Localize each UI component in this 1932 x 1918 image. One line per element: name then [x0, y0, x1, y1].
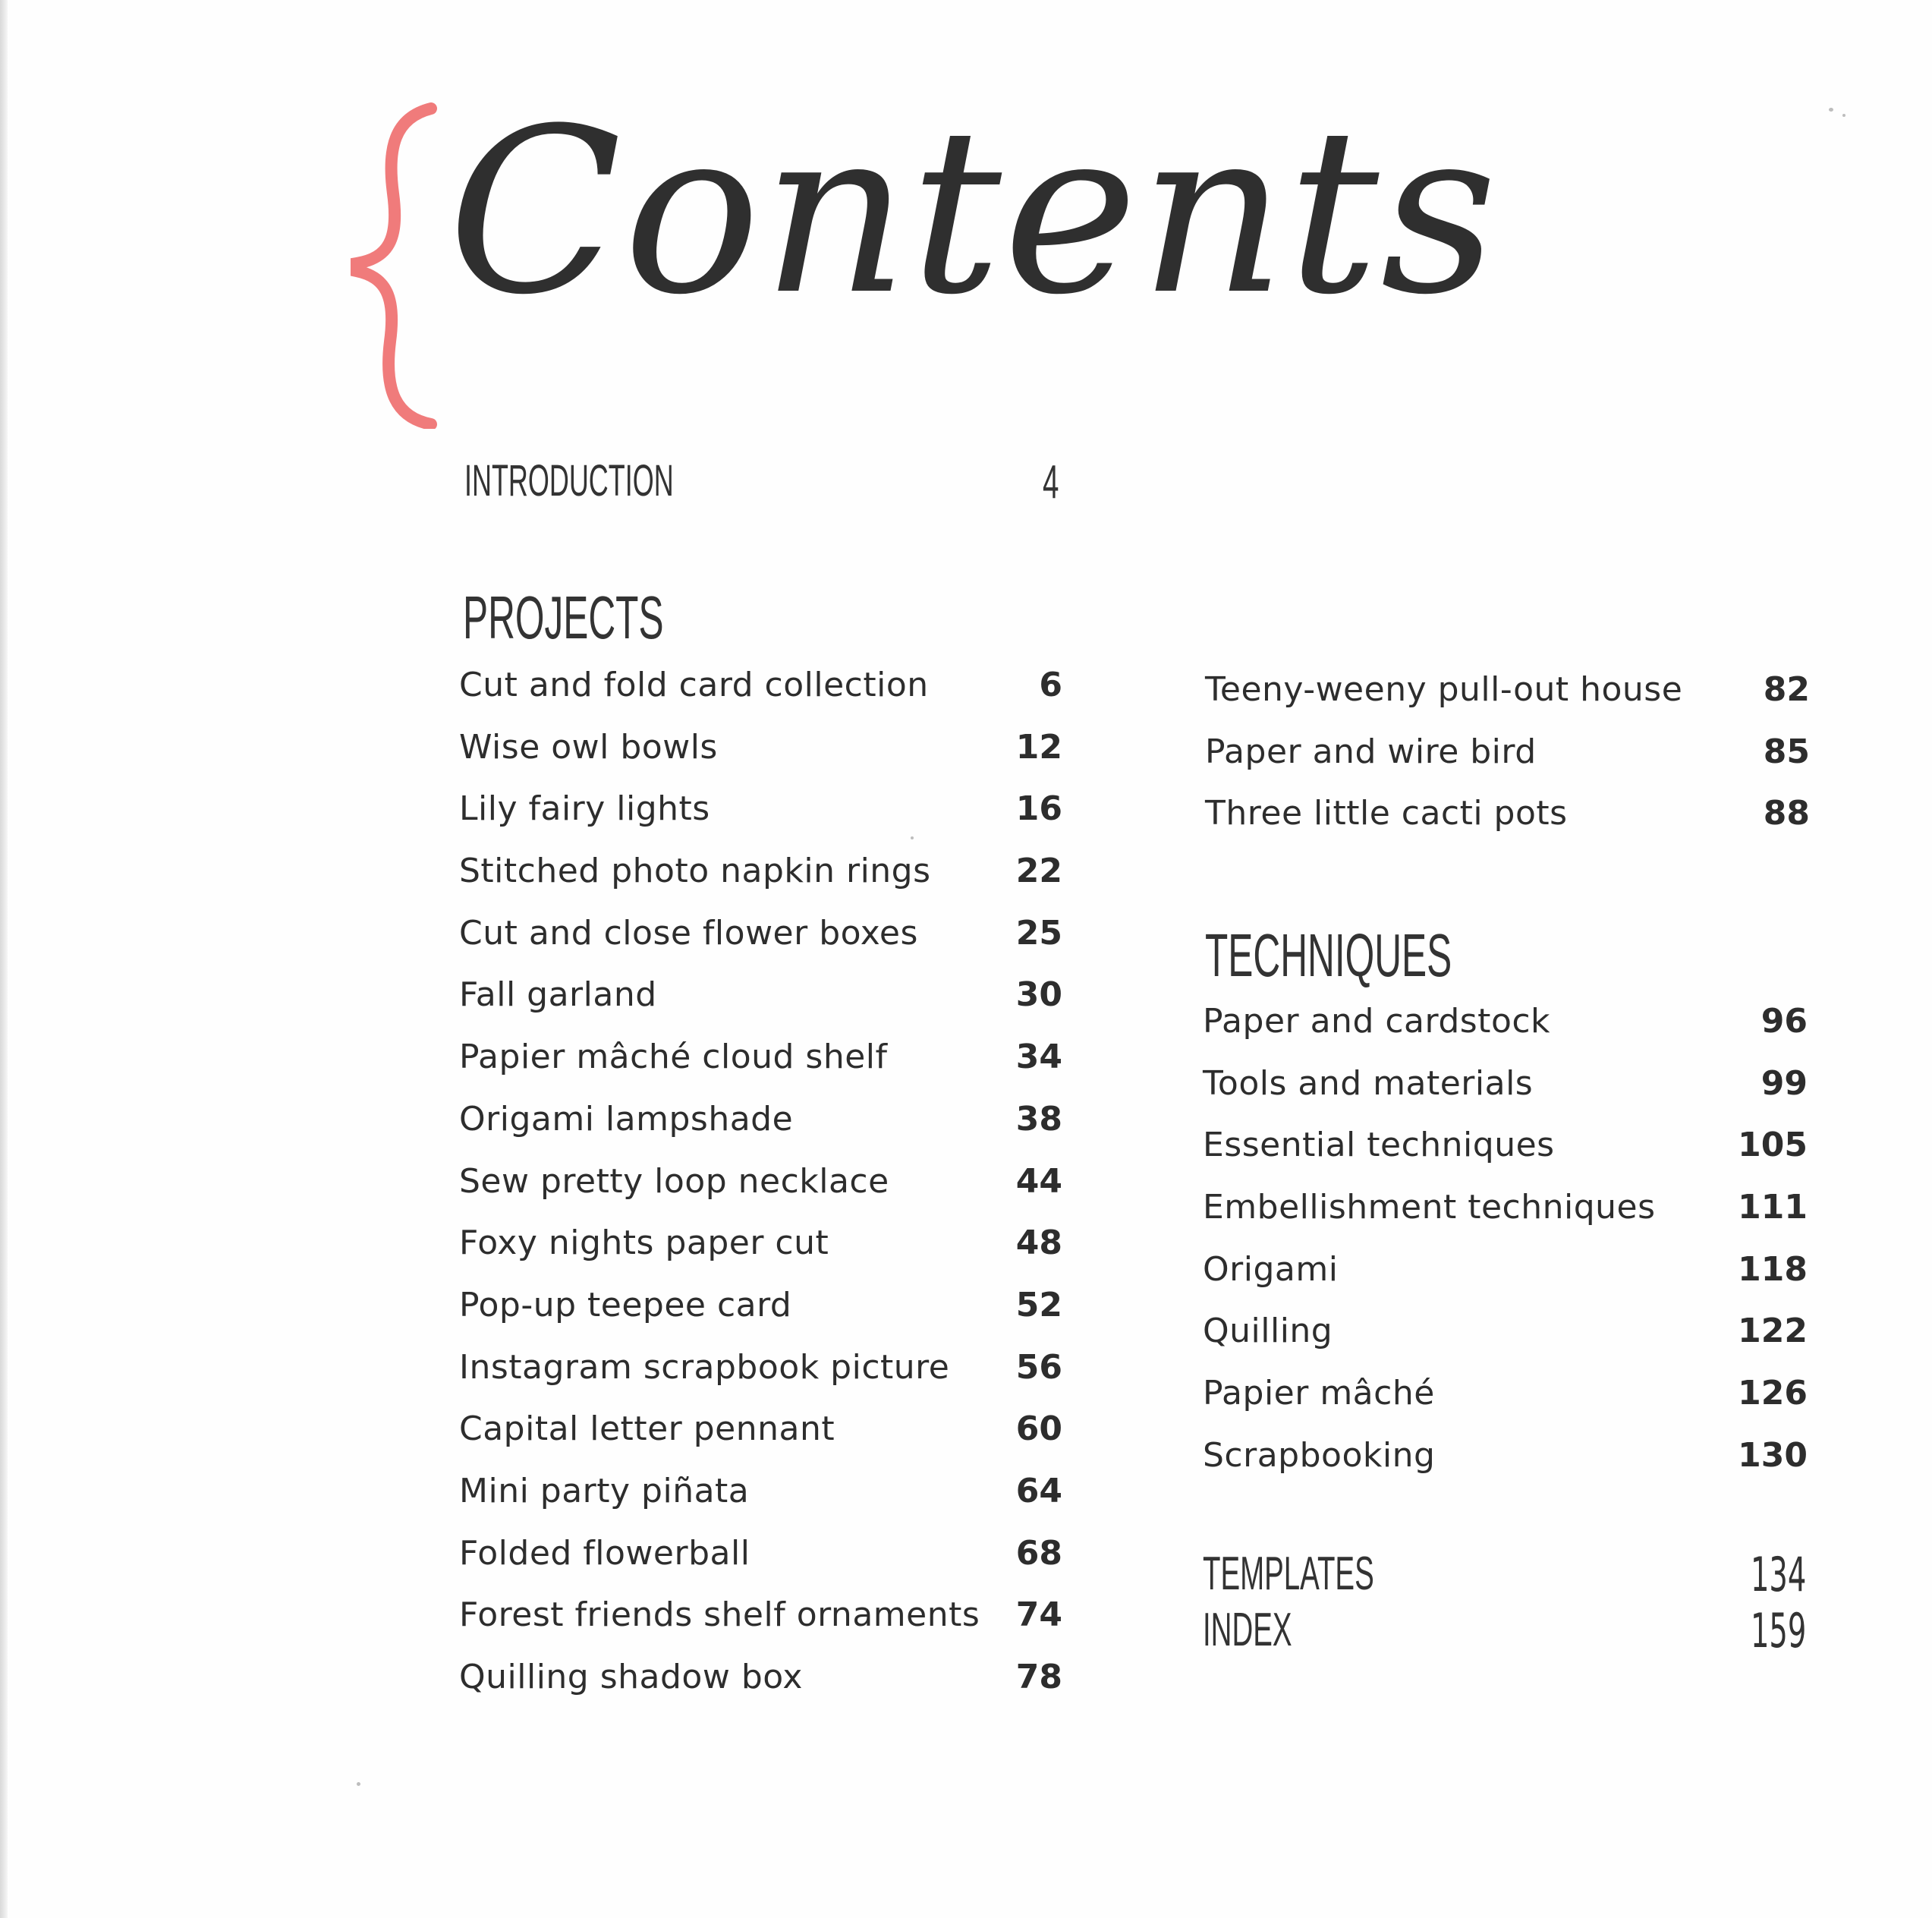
- toc-entry[interactable]: [459, 1038, 1062, 1100]
- toc-entry-introduction[interactable]: [464, 455, 1071, 509]
- project-entry-page: 74: [1015, 1595, 1062, 1635]
- project-entry-page: 34: [1015, 1038, 1062, 1077]
- toc-entry[interactable]: [459, 1224, 1062, 1286]
- toc-entry[interactable]: [1205, 794, 1810, 856]
- project-entry-page: 30: [1015, 975, 1062, 1015]
- scan-speck: [911, 836, 914, 839]
- project-entry-page: 52: [1015, 1285, 1062, 1324]
- project-entry-page: 60: [1015, 1409, 1062, 1449]
- toc-entry[interactable]: [1203, 1312, 1808, 1374]
- toc-entry[interactable]: [1203, 1188, 1808, 1250]
- toc-entry[interactable]: [1203, 1126, 1808, 1188]
- technique-entry-page: 111: [1738, 1188, 1808, 1227]
- toc-entry[interactable]: [1205, 670, 1810, 732]
- index-page: 159: [1750, 1603, 1806, 1658]
- technique-entry-title: Papier mâché: [1203, 1374, 1435, 1413]
- project-entry-page: 12: [1015, 727, 1062, 767]
- project-entry-title: Three little cacti pots: [1205, 794, 1568, 833]
- project-entry-title: Paper and wire bird: [1205, 732, 1537, 771]
- toc-entry[interactable]: [459, 1595, 1062, 1658]
- project-entry-title: Foxy nights paper cut: [459, 1224, 829, 1263]
- projects-list-continued: [1205, 670, 1810, 856]
- project-entry-page: 16: [1015, 789, 1062, 829]
- technique-entry-title: Paper and cardstock: [1203, 1002, 1551, 1041]
- project-entry-title: Cut and fold card collection: [459, 666, 929, 704]
- project-entry-title: Fall garland: [459, 975, 657, 1015]
- toc-entry[interactable]: [1203, 1064, 1808, 1126]
- project-entry-title: Origami lampshade: [459, 1099, 794, 1139]
- toc-entry[interactable]: [459, 1100, 1062, 1162]
- templates-label: TEMPLATES: [1203, 1548, 1374, 1600]
- technique-entry-title: Origami: [1203, 1249, 1339, 1289]
- project-entry-page: 85: [1763, 732, 1810, 771]
- technique-entry-page: 126: [1738, 1374, 1808, 1413]
- techniques-heading: TECHNIQUES: [1205, 921, 1452, 989]
- techniques-list: [1203, 1002, 1808, 1498]
- project-entry-title: Folded flowerball: [459, 1533, 750, 1573]
- project-entry-title: Papier mâché cloud shelf: [459, 1038, 888, 1077]
- project-entry-title: Forest friends shelf ornaments: [459, 1595, 980, 1635]
- project-entry-title: Lily fairy lights: [459, 789, 710, 829]
- project-entry-page: 22: [1015, 852, 1062, 891]
- toc-entry[interactable]: [1203, 1374, 1808, 1436]
- project-entry-page: 56: [1015, 1347, 1062, 1387]
- toc-entry[interactable]: [1203, 1250, 1808, 1312]
- toc-entry[interactable]: [459, 852, 1062, 914]
- page-title: Contents: [448, 80, 1499, 345]
- project-entry-title: Stitched photo napkin rings: [459, 852, 931, 891]
- toc-entry-templates[interactable]: [1203, 1547, 1806, 1603]
- toc-entry[interactable]: [1203, 1002, 1808, 1064]
- toc-entry[interactable]: [459, 1162, 1062, 1224]
- toc-entry[interactable]: [459, 789, 1062, 852]
- toc-entry[interactable]: [459, 666, 1062, 728]
- technique-entry-page: 118: [1738, 1249, 1808, 1289]
- projects-heading: PROJECTS: [463, 584, 664, 651]
- introduction-page: 4: [1043, 456, 1059, 509]
- project-entry-page: 25: [1015, 913, 1062, 953]
- toc-entry-index[interactable]: [1203, 1603, 1806, 1659]
- project-entry-page: 88: [1763, 794, 1810, 833]
- technique-entry-title: Tools and materials: [1203, 1063, 1534, 1103]
- project-entry-title: Teeny-weeny pull-out house: [1205, 670, 1683, 709]
- project-entry-page: 78: [1015, 1658, 1062, 1696]
- technique-entry-page: 122: [1738, 1312, 1808, 1351]
- project-entry-title: Quilling shadow box: [459, 1658, 803, 1696]
- projects-list: [459, 666, 1062, 1720]
- scan-speck: [1829, 108, 1833, 112]
- project-entry-title: Sew pretty loop necklace: [459, 1161, 889, 1201]
- page-edge-shadow: [0, 0, 8, 1918]
- toc-entry[interactable]: [1203, 1436, 1808, 1498]
- project-entry-title: Capital letter pennant: [459, 1409, 835, 1449]
- project-entry-page: 48: [1015, 1224, 1062, 1263]
- toc-entry[interactable]: [459, 1286, 1062, 1348]
- project-entry-page: 38: [1015, 1099, 1062, 1139]
- toc-entry[interactable]: [459, 728, 1062, 790]
- toc-entry[interactable]: [459, 1534, 1062, 1596]
- technique-entry-title: Embellishment techniques: [1203, 1188, 1656, 1227]
- toc-entry[interactable]: [459, 1409, 1062, 1472]
- project-entry-title: Cut and close flower boxes: [459, 913, 918, 953]
- technique-entry-title: Quilling: [1203, 1312, 1333, 1351]
- technique-entry-page: 130: [1738, 1435, 1808, 1475]
- technique-entry-page: 105: [1738, 1126, 1808, 1165]
- technique-entry-title: Scrapbooking: [1203, 1435, 1436, 1475]
- project-entry-page: 68: [1015, 1533, 1062, 1573]
- toc-entry[interactable]: [459, 1658, 1062, 1720]
- project-entry-page: 44: [1015, 1161, 1062, 1201]
- project-entry-page: 82: [1763, 670, 1810, 709]
- toc-entry[interactable]: [459, 1348, 1062, 1410]
- technique-entry-page: 99: [1761, 1063, 1808, 1103]
- project-entry-title: Mini party piñata: [459, 1471, 750, 1510]
- templates-page: 134: [1750, 1547, 1806, 1602]
- project-entry-title: Wise owl bowls: [459, 727, 718, 767]
- technique-entry-title: Essential techniques: [1203, 1126, 1555, 1165]
- toc-entry[interactable]: [459, 1472, 1062, 1534]
- project-entry-title: Instagram scrapbook picture: [459, 1347, 950, 1387]
- toc-entry[interactable]: [459, 914, 1062, 976]
- project-entry-title: Pop-up teepee card: [459, 1285, 792, 1324]
- introduction-label: INTRODUCTION: [464, 456, 674, 505]
- index-label: INDEX: [1203, 1604, 1292, 1656]
- technique-entry-page: 96: [1761, 1002, 1808, 1041]
- curly-brace-icon: [341, 102, 448, 429]
- project-entry-page: 6: [1039, 666, 1062, 704]
- scan-speck: [357, 1782, 360, 1786]
- toc-entry[interactable]: [1205, 732, 1810, 795]
- project-entry-page: 64: [1015, 1471, 1062, 1510]
- scan-speck: [1842, 114, 1845, 117]
- toc-entry[interactable]: [459, 975, 1062, 1038]
